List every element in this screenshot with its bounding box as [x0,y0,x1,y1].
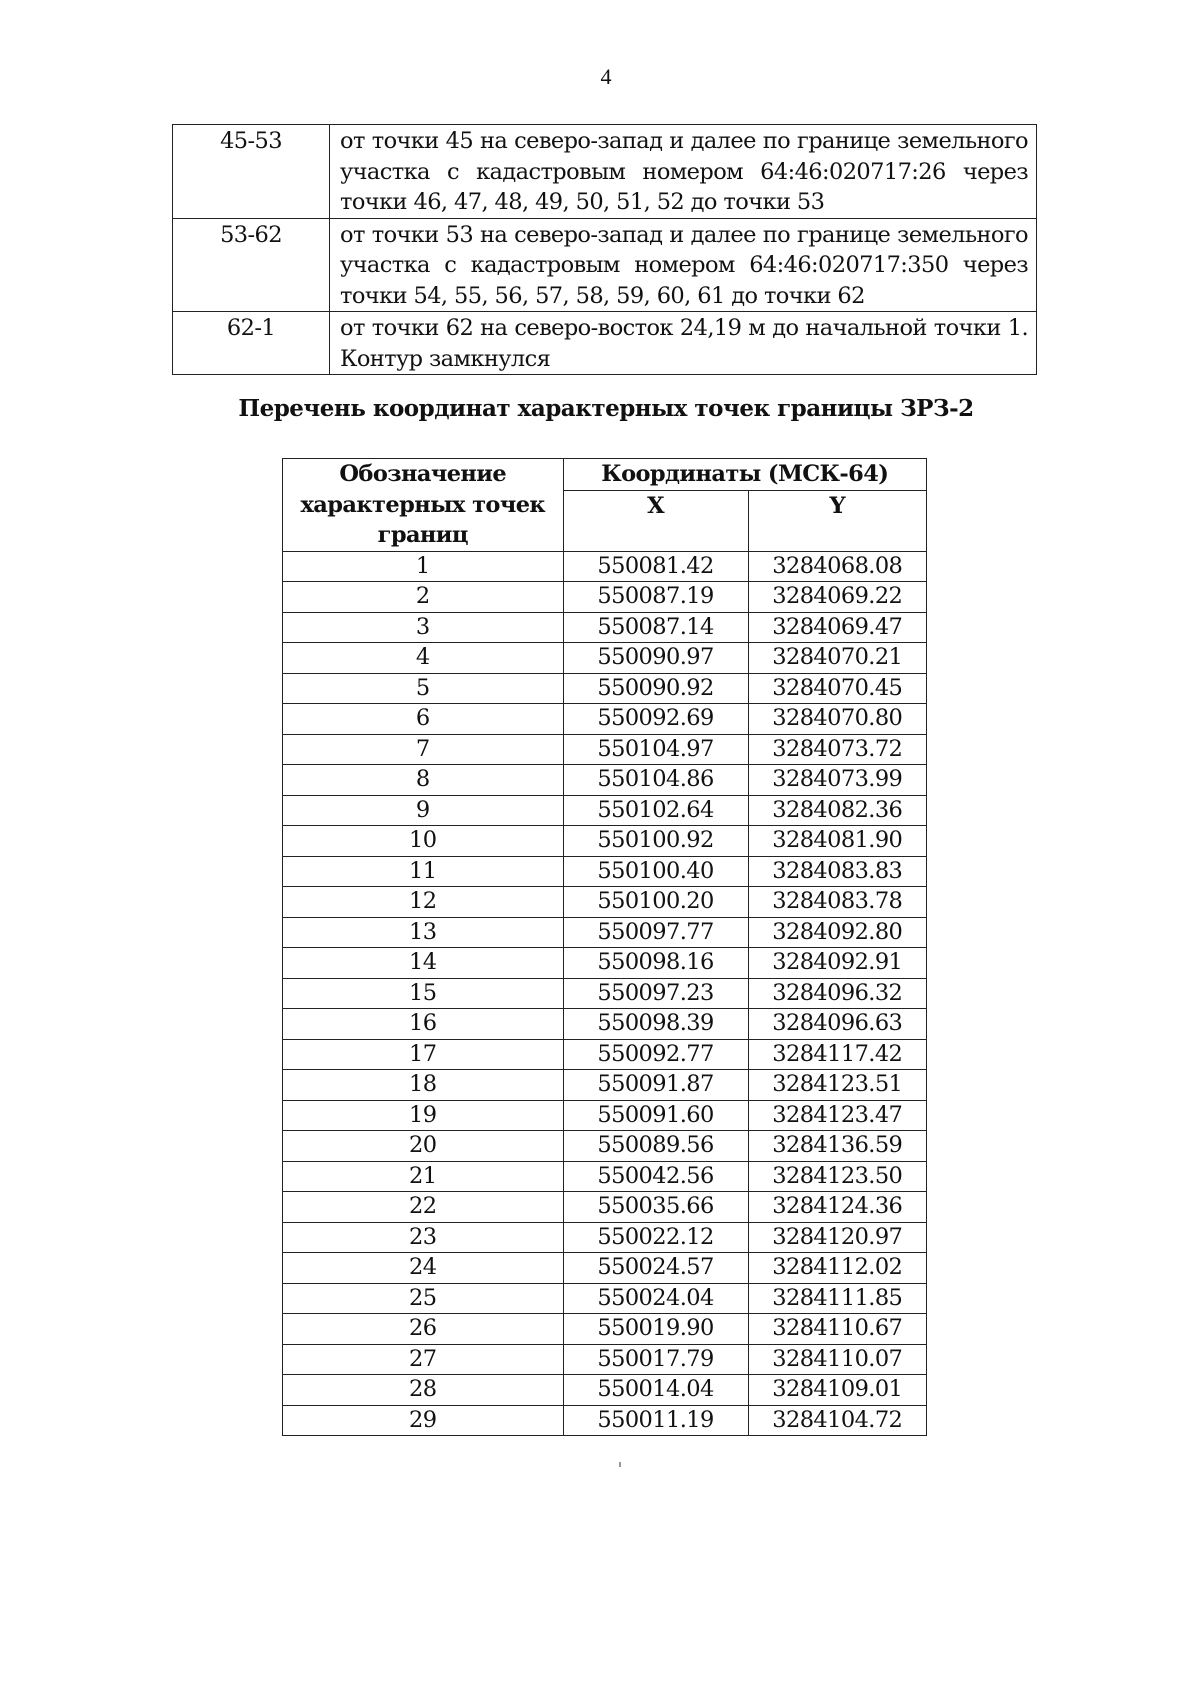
point-number-cell: 27 [283,1344,564,1375]
table-row [283,1253,927,1284]
point-number-cell: 21 [283,1161,564,1192]
y-coordinate-cell: 3284083.83 [748,856,926,887]
y-coordinate-cell: 3284112.02 [748,1253,926,1284]
point-number-cell: 9 [283,795,564,826]
coordinates-table [282,458,927,1436]
x-coordinate-cell: 550104.97 [563,734,748,765]
point-number-cell: 11 [283,856,564,887]
table-row [283,1405,927,1436]
header-x: X [563,490,748,551]
y-coordinate-cell: 3284104.72 [748,1405,926,1436]
y-coordinate-cell: 3284110.07 [748,1344,926,1375]
segment-label: 53-62 [173,218,330,312]
point-number-cell: 4 [283,643,564,674]
y-coordinate-cell: 3284136.59 [748,1131,926,1162]
x-coordinate-cell: 550091.87 [563,1070,748,1101]
boundary-row [173,125,1037,219]
y-coordinate-cell: 3284070.45 [748,673,926,704]
point-number-cell: 28 [283,1375,564,1406]
y-coordinate-cell: 3284070.80 [748,704,926,735]
point-number-cell: 2 [283,582,564,613]
x-coordinate-cell: 550017.79 [563,1344,748,1375]
table-row [283,734,927,765]
point-number-cell: 5 [283,673,564,704]
table-row [283,1131,927,1162]
x-coordinate-cell: 550098.39 [563,1009,748,1040]
table-row [283,582,927,613]
x-coordinate-cell: 550100.92 [563,826,748,857]
point-number-cell: 26 [283,1314,564,1345]
y-coordinate-cell: 3284124.36 [748,1192,926,1223]
point-number-cell: 20 [283,1131,564,1162]
header-point-designation: Обозначение характерных точек границ [283,459,564,552]
point-number-cell: 14 [283,948,564,979]
table-row [283,1375,927,1406]
y-coordinate-cell: 3284096.32 [748,978,926,1009]
x-coordinate-cell: 550042.56 [563,1161,748,1192]
table-row [283,826,927,857]
x-coordinate-cell: 550092.77 [563,1039,748,1070]
point-number-cell: 6 [283,704,564,735]
segment-description: от точки 45 на северо-запад и далее по границе земельного участка с кадастровым номером 64:46:020717:26 через точки 46, 47, 48, 49, 50, 51, 52 до точки 53 [330,125,1037,219]
segment-description: от точки 53 на северо-запад и далее по границе земельного участка с кадастровым номером 64:46:020717:350 через точки 54, 55, 56, 57, 58, 59, 60, 61 до точки 62 [330,218,1037,312]
coordinates-title: Перечень координат характерных точек границы ЗРЗ-2 [238,395,974,422]
table-row [283,673,927,704]
x-coordinate-cell: 550100.40 [563,856,748,887]
table-row [283,1009,927,1040]
y-coordinate-cell: 3284068.08 [748,551,926,582]
y-coordinate-cell: 3284070.21 [748,643,926,674]
point-number-cell: 12 [283,887,564,918]
table-row [283,795,927,826]
table-row [283,1222,927,1253]
header-coordinates-group: Координаты (МСК-64) [563,459,926,491]
boundary-description-table [172,124,1037,375]
table-row [283,551,927,582]
y-coordinate-cell: 3284109.01 [748,1375,926,1406]
point-number-cell: 8 [283,765,564,796]
x-coordinate-cell: 550022.12 [563,1222,748,1253]
y-coordinate-cell: 3284092.91 [748,948,926,979]
x-coordinate-cell: 550097.77 [563,917,748,948]
boundary-row [173,218,1037,312]
point-number-cell: 22 [283,1192,564,1223]
x-coordinate-cell: 550090.97 [563,643,748,674]
y-coordinate-cell: 3284082.36 [748,795,926,826]
y-coordinate-cell: 3284123.47 [748,1100,926,1131]
segment-description: от точки 62 на северо-восток 24,19 м до начальной точки 1. Контур замкнулся [330,312,1037,375]
point-number-cell: 3 [283,612,564,643]
table-row [283,1100,927,1131]
point-number-cell: 15 [283,978,564,1009]
x-coordinate-cell: 550081.42 [563,551,748,582]
x-coordinate-cell: 550091.60 [563,1100,748,1131]
scan-mark [619,1462,621,1467]
y-coordinate-cell: 3284081.90 [748,826,926,857]
table-row [283,1192,927,1223]
point-number-cell: 29 [283,1405,564,1436]
point-number-cell: 7 [283,734,564,765]
table-row [283,612,927,643]
point-number-cell: 1 [283,551,564,582]
boundary-row [173,312,1037,375]
point-number-cell: 13 [283,917,564,948]
x-coordinate-cell: 550089.56 [563,1131,748,1162]
x-coordinate-cell: 550087.19 [563,582,748,613]
point-number-cell: 19 [283,1100,564,1131]
table-row [283,856,927,887]
header-y: Y [748,490,926,551]
x-coordinate-cell: 550100.20 [563,887,748,918]
table-row [283,1039,927,1070]
x-coordinate-cell: 550090.92 [563,673,748,704]
x-coordinate-cell: 550097.23 [563,978,748,1009]
y-coordinate-cell: 3284073.99 [748,765,926,796]
table-row [283,978,927,1009]
page-number: 4 [600,64,612,89]
y-coordinate-cell: 3284073.72 [748,734,926,765]
y-coordinate-cell: 3284092.80 [748,917,926,948]
x-coordinate-cell: 550092.69 [563,704,748,735]
y-coordinate-cell: 3284069.47 [748,612,926,643]
x-coordinate-cell: 550014.04 [563,1375,748,1406]
y-coordinate-cell: 3284120.97 [748,1222,926,1253]
x-coordinate-cell: 550087.14 [563,612,748,643]
x-coordinate-cell: 550102.64 [563,795,748,826]
y-coordinate-cell: 3284069.22 [748,582,926,613]
point-number-cell: 10 [283,826,564,857]
segment-label: 45-53 [173,125,330,219]
table-row [283,643,927,674]
point-number-cell: 25 [283,1283,564,1314]
x-coordinate-cell: 550098.16 [563,948,748,979]
x-coordinate-cell: 550035.66 [563,1192,748,1223]
point-number-cell: 23 [283,1222,564,1253]
table-row [283,1314,927,1345]
y-coordinate-cell: 3284123.51 [748,1070,926,1101]
point-number-cell: 24 [283,1253,564,1284]
table-row [283,917,927,948]
y-coordinate-cell: 3284110.67 [748,1314,926,1345]
point-number-cell: 18 [283,1070,564,1101]
table-row [283,1070,927,1101]
x-coordinate-cell: 550024.04 [563,1283,748,1314]
table-row [283,948,927,979]
point-number-cell: 17 [283,1039,564,1070]
table-row [283,887,927,918]
x-coordinate-cell: 550011.19 [563,1405,748,1436]
y-coordinate-cell: 3284123.50 [748,1161,926,1192]
x-coordinate-cell: 550019.90 [563,1314,748,1345]
table-row [283,704,927,735]
table-row [283,765,927,796]
y-coordinate-cell: 3284083.78 [748,887,926,918]
table-row [283,1344,927,1375]
table-row [283,1161,927,1192]
table-row [283,1283,927,1314]
x-coordinate-cell: 550024.57 [563,1253,748,1284]
segment-label: 62-1 [173,312,330,375]
y-coordinate-cell: 3284117.42 [748,1039,926,1070]
y-coordinate-cell: 3284111.85 [748,1283,926,1314]
x-coordinate-cell: 550104.86 [563,765,748,796]
point-number-cell: 16 [283,1009,564,1040]
y-coordinate-cell: 3284096.63 [748,1009,926,1040]
